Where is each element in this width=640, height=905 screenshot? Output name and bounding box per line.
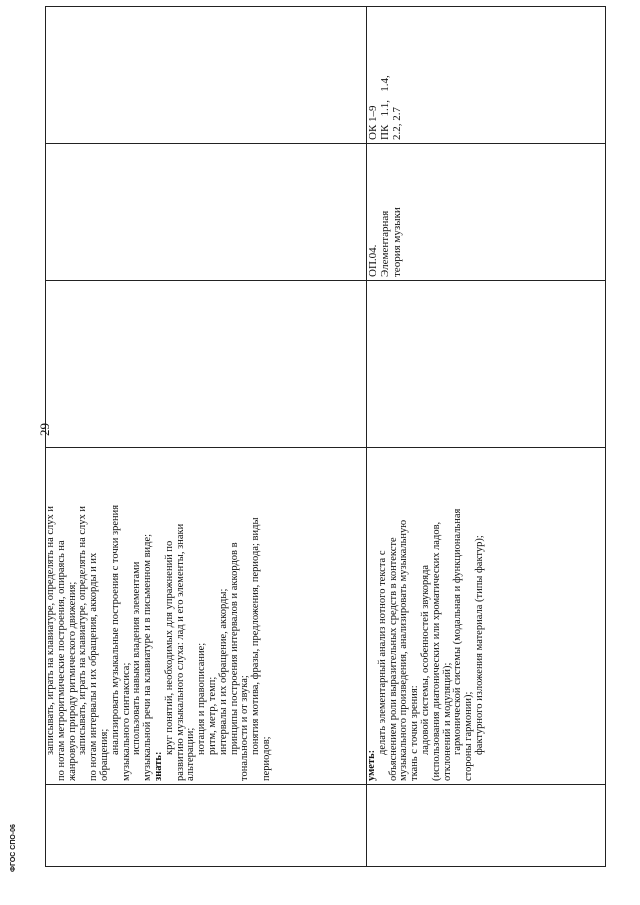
text-line: фактурного изложения материала (типы фактур); <box>473 535 485 755</box>
text-line: по нотам метроритмические построения, опираясь на <box>55 540 67 781</box>
text-line: периодов; <box>260 736 272 781</box>
competencies-cell <box>367 7 606 144</box>
table-row <box>367 7 606 867</box>
text-line: записывать, играть на клавиатуре, определять на слух и <box>45 505 56 755</box>
text-line: по нотам интервалы и их обращения, аккорды и их <box>88 552 100 781</box>
competency-line: ПК 1.1, 1.4, <box>379 75 391 140</box>
page-number: 29 <box>37 423 52 436</box>
text-line: ладовой системы, особенностей звукоряда <box>419 564 431 755</box>
empty-cell <box>46 785 367 867</box>
text-line: альтерации; <box>185 727 197 781</box>
text-line: ритм, метр, темп; <box>206 676 218 755</box>
text-line: жанровую природу ритмического движения; <box>66 581 78 781</box>
empty-cell <box>367 785 606 867</box>
text-line: делать элементарный анализ нотного текста с <box>376 550 388 755</box>
discipline-title-line: Элементарная <box>379 210 391 277</box>
empty-cell <box>46 144 367 281</box>
curriculum-table <box>45 6 606 867</box>
skills-text-top <box>46 451 273 781</box>
rotated-table-page <box>45 42 605 867</box>
footer-document-code: ФГОС СПО-06 <box>10 824 17 872</box>
skills-cell-bottom <box>367 448 606 785</box>
text-line: уметь: <box>366 749 377 781</box>
text-line: записывать, играть на клавиатуре, определять на слух и <box>77 505 89 755</box>
competency-line: ОК 1–9 <box>367 105 379 140</box>
text-line: понятия мотива, фразы, предложения, периода; виды <box>250 517 262 755</box>
text-line: принципы построения интервалов и аккордов в <box>228 542 240 755</box>
skills-cell-top <box>46 448 367 785</box>
text-line: музыкального произведения, анализировать музыкальную <box>398 519 410 781</box>
discipline-code: ОП.04. <box>367 244 379 277</box>
empty-cell <box>46 281 367 448</box>
text-line: гармонической системы (модальная и функциональная <box>452 508 464 755</box>
text-line: ткань с точки зрения: <box>409 685 421 781</box>
text-line: музыкальной речи на клавиатуре и в письменном виде; <box>142 533 154 781</box>
text-line: круг понятий, необходимых для упражнений по <box>163 540 175 755</box>
text-line: знать: <box>152 751 164 781</box>
text-line: нотация и правописание; <box>196 642 208 755</box>
text-line: стороны гармонии); <box>463 691 475 781</box>
discipline-title-line: теория музыки <box>391 207 403 277</box>
text-line: использовать навыки владения элементами <box>131 561 143 755</box>
text-line: отклонений и модуляций); <box>441 662 453 781</box>
text-line: интервалы и их обращение, аккорды; <box>217 588 229 755</box>
empty-cell <box>46 7 367 144</box>
empty-cell <box>367 281 606 448</box>
text-line: объяснением роли выразительных средств в контексте <box>387 537 399 781</box>
text-line: тональности и от звука; <box>239 675 251 781</box>
text-line: (использования диатонических или хроматических ладов, <box>430 521 442 781</box>
discipline-cell <box>367 144 606 281</box>
text-line: анализировать музыкальные построения с точки зрения <box>109 504 121 755</box>
text-line: обращения; <box>98 728 110 781</box>
text-line: развитию музыкального слуха: лад и его элементы, знаки <box>174 523 186 781</box>
skills-text-bottom <box>367 451 486 781</box>
table-row <box>46 7 367 867</box>
text-line: музыкального синтаксиса; <box>120 662 132 781</box>
competency-line: 2.2, 2.7 <box>391 107 403 140</box>
